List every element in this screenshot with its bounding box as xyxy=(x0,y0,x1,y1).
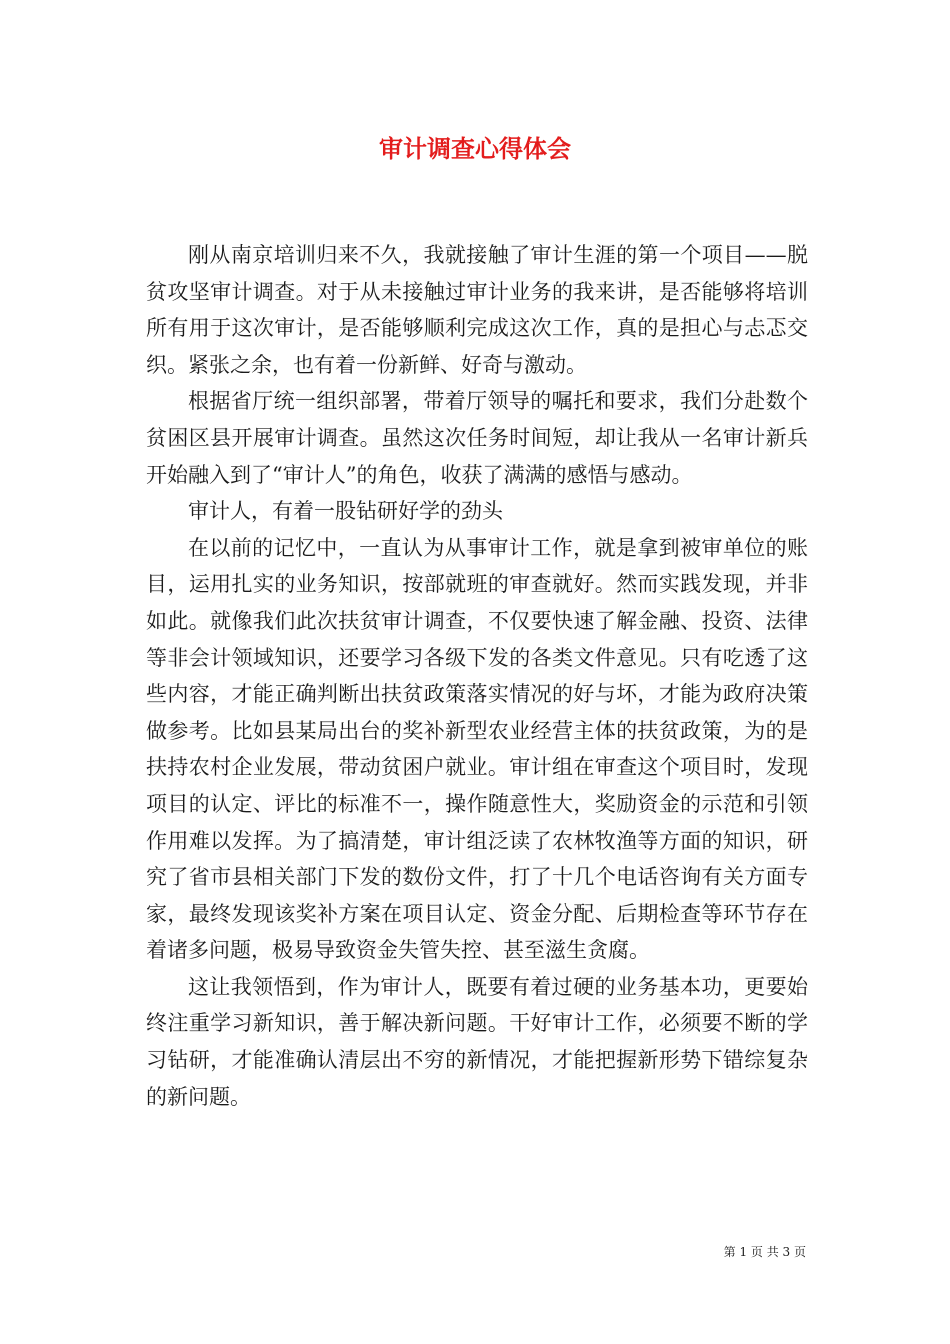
paragraph-4: 这让我领悟到，作为审计人，既要有着过硬的业务基本功，更要始终注重学习新知识，善于解决新问题。干好审计工作，必须要不断的学习钻研，才能准确认清层出不穷的新情况，才能把握新形势下错综复杂的新问题。 xyxy=(146,974,808,1109)
paragraph-3: 在以前的记忆中，一直认为从事审计工作，就是拿到被审单位的账目，运用扎实的业务知识，按部就班的审查就好。然而实践发现，并非如此。就像我们此次扶贫审计调查，不仅要快速了解金融、投资、法律等非会计领域知识，还要学习各级下发的各类文件意见。只有吃透了这些内容，才能正确判断出扶贫政策落实情况的好与坏，才能为政府决策做参考。比如县某局出台的奖补新型农业经营主体的扶贫政策，为的是扶持农村企业发展，带动贫困户就业。审计组在审查这个项目时，发现项目的认定、评比的标准不一，操作随意性大，奖励资金的示范和引领作用难以发挥。为了搞清楚，审计组泛读了农林牧渔等方面的知识，研究了省市县相关部门下发的数份文件，打了十几个电话咨询有关方面专家，最终发现该奖补方案在项目认定、资金分配、后期检查等环节存在着诸多问题，极易导致资金失管失控、甚至滋生贪腐。 xyxy=(146,535,808,963)
paragraph-2: 根据省厅统一组织部署，带着厅领导的嘱托和要求，我们分赴数个贫困区县开展审计调查。虽然这次任务时间短，却让我从一名审计新兵开始融入到了“审计人”的角色，收获了满满的感悟与感动。 xyxy=(146,389,808,487)
document-title: 审计调查心得体会 xyxy=(379,134,571,163)
document-body xyxy=(146,237,808,1115)
page-footer: 第 1 页 共 3 页 xyxy=(723,1245,806,1259)
section-heading: 审计人，有着一股钻研好学的劲头 xyxy=(188,499,503,524)
paragraph-1: 刚从南京培训归来不久，我就接触了审计生涯的第一个项目——脱贫攻坚审计调查。对于从未接触过审计业务的我来讲，是否能够将培训所有用于这次审计，是否能够顺利完成这次工作，真的是担心与忐忑交织。紧张之余，也有着一份新鲜、好奇与激动。 xyxy=(146,243,808,377)
